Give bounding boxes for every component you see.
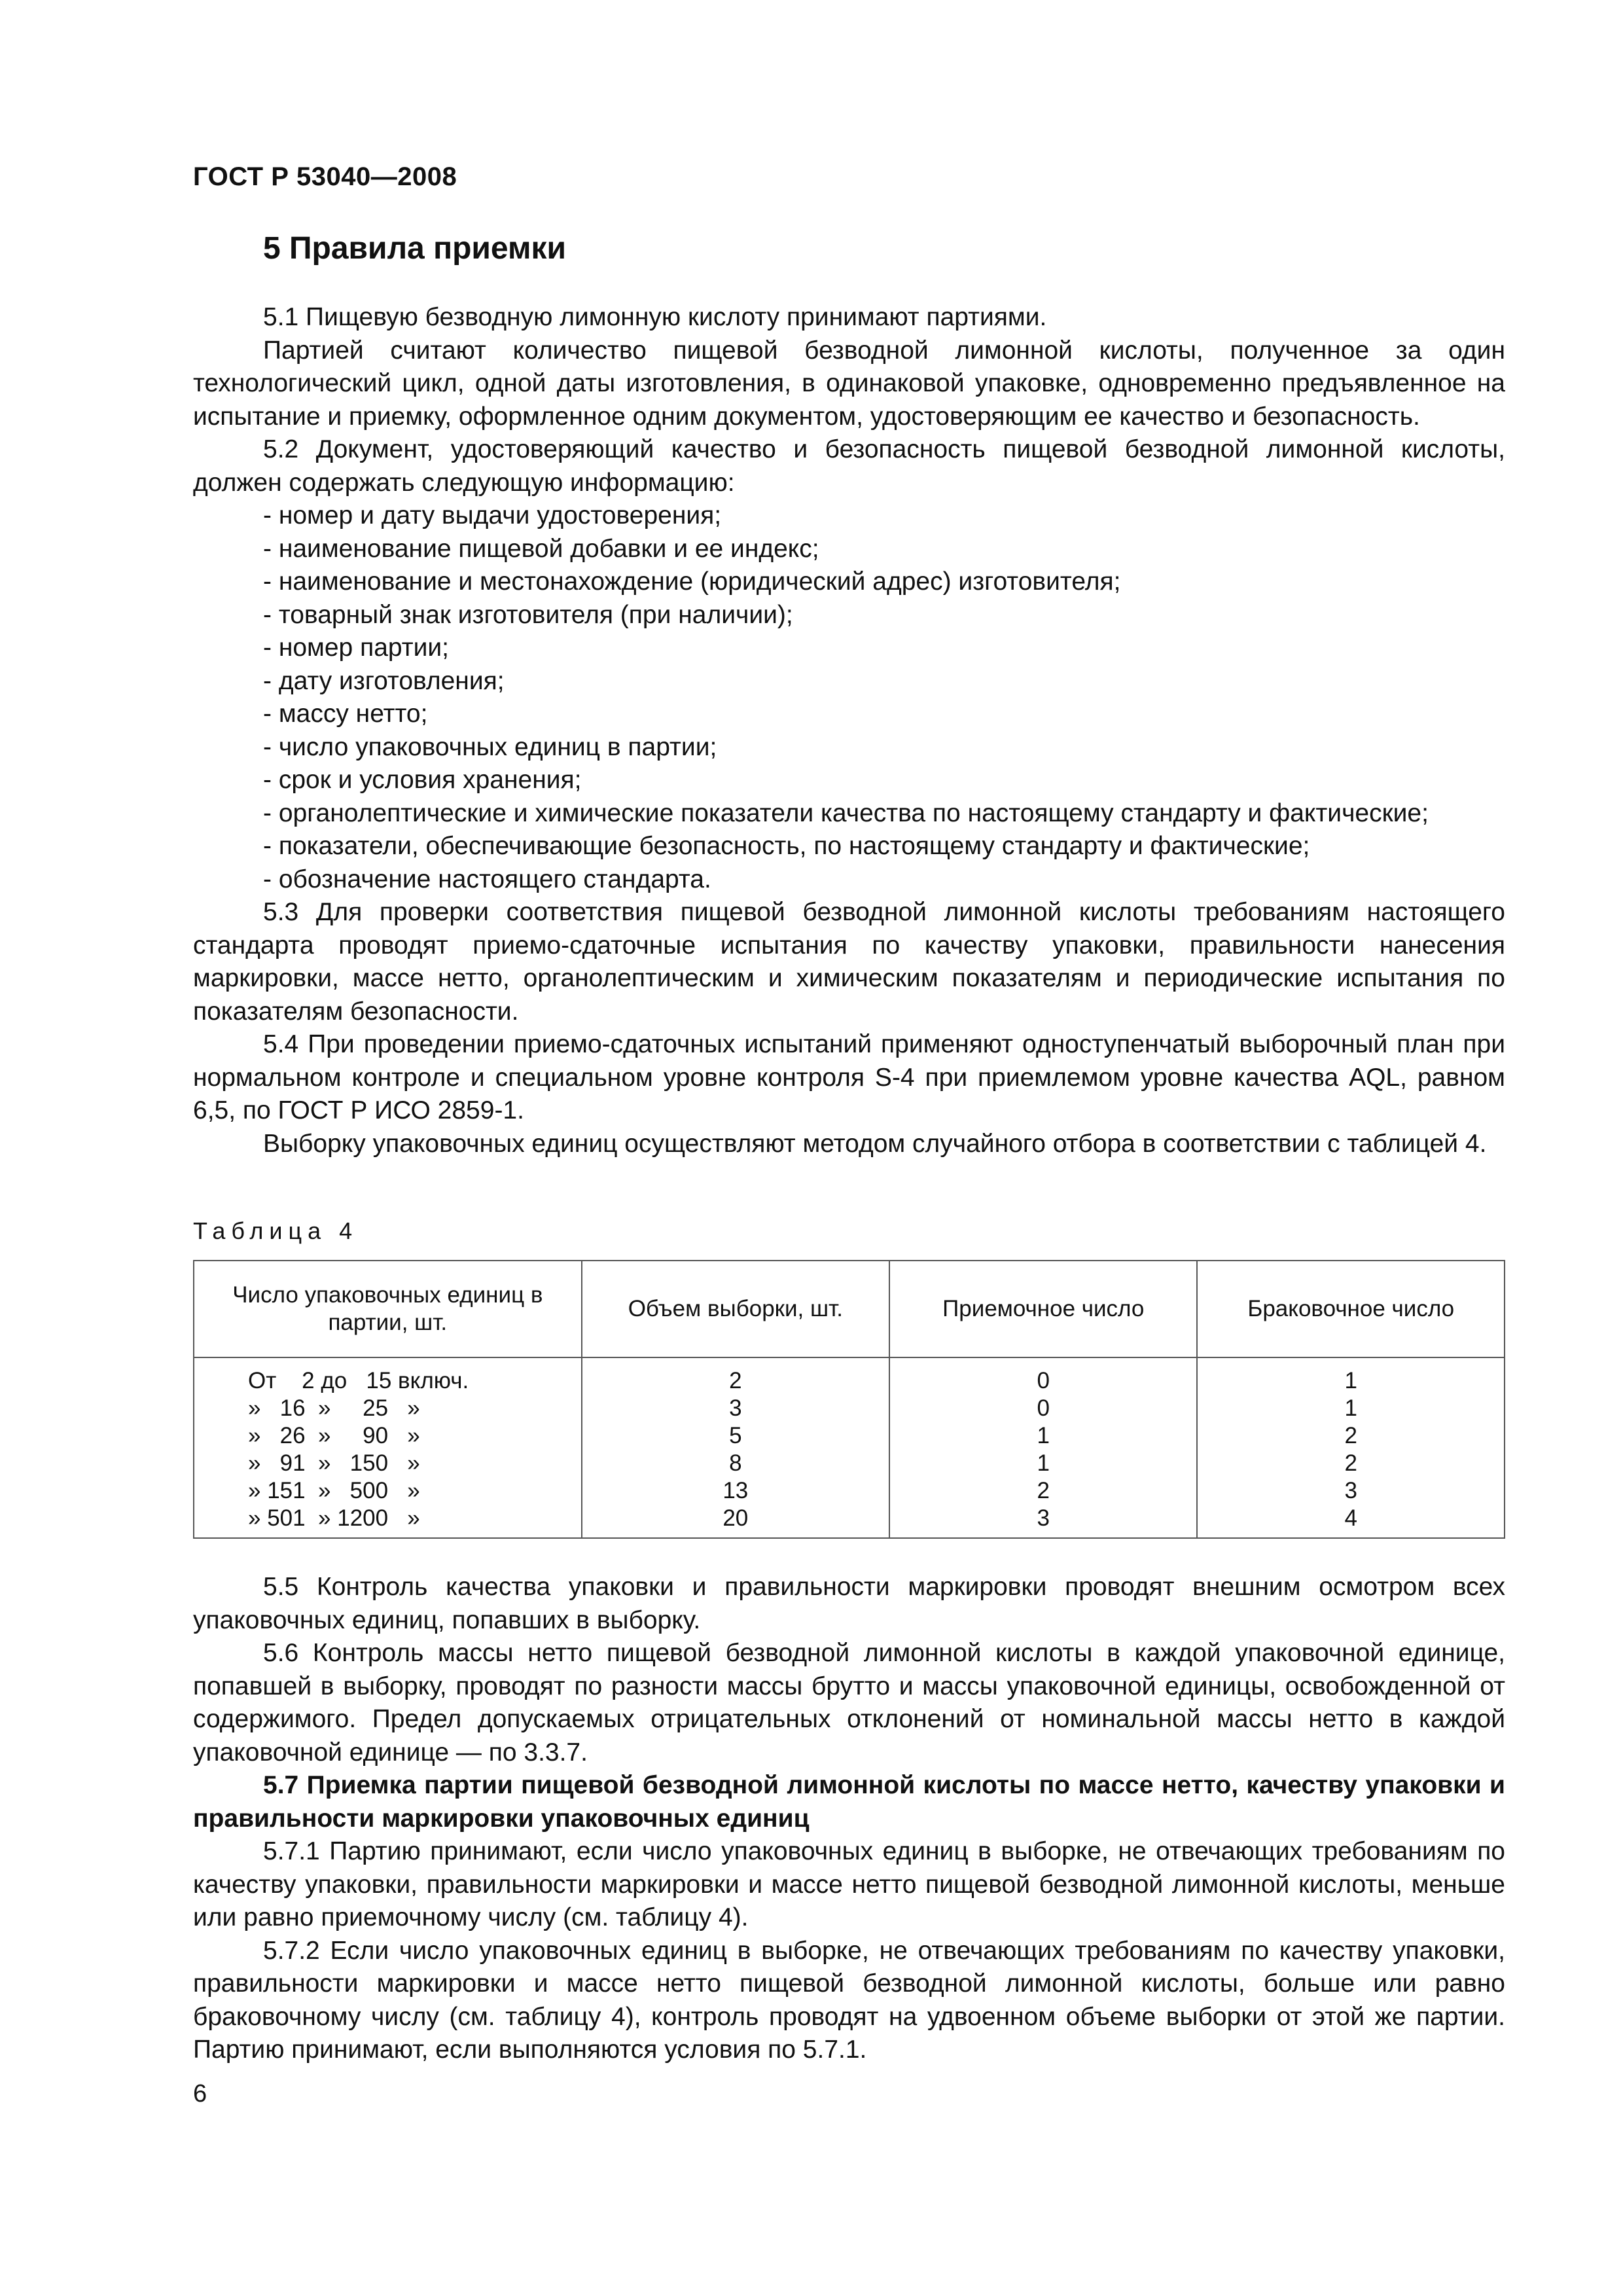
list-item: - массу нетто; — [263, 700, 428, 728]
list-item: - наименование и местонахождение (юридический адрес) изготовителя; — [263, 567, 1121, 596]
cell-sample-size: 5 — [582, 1422, 889, 1450]
cell-acceptance: 0 — [889, 1357, 1197, 1395]
cell-lot-size: » 151 » 500 » — [194, 1477, 582, 1505]
paragraph-5-1: 5.1 Пищевую безводную лимонную кислоту принимают партиями. — [263, 303, 1047, 331]
cell-rejection: 2 — [1197, 1422, 1505, 1450]
table-caption: Таблица 4 — [193, 1217, 359, 1244]
paragraph-5-7-2: 5.7.2 Если число упаковочных единиц в выборке, не отвечающих требованиям по качеству упаковки, правильности маркировки и массе нетто пищевой безводной лимонной кислоты, больше или равно браковочному числу (см. таблицу 4), контроль проводят на удвоенном объеме выборки от этой же партии. Партию принимают, если выполняются условия по 5.7.1. — [193, 1936, 1505, 2064]
header-acceptance-number: Приемочное число — [889, 1261, 1197, 1357]
list-item: - показатели, обеспечивающие безопасность, по настоящему стандарту и фактические; — [263, 832, 1310, 860]
required-info-list — [193, 499, 1505, 896]
cell-lot-size: От 2 до 15 включ. — [194, 1357, 582, 1395]
body-text-lower — [193, 1571, 1505, 2067]
header-sample-size: Объем выборки, шт. — [582, 1261, 889, 1357]
paragraph-sampling: Выборку упаковочных единиц осуществляют методом случайного отбора в соответствии с таблицей 4. — [263, 1129, 1487, 1158]
table-row — [194, 1477, 1505, 1505]
list-item: - число упаковочных единиц в партии; — [263, 732, 717, 761]
section-title: 5 Правила приемки — [263, 231, 567, 266]
cell-lot-size: » 26 » 90 » — [194, 1422, 582, 1450]
cell-sample-size: 13 — [582, 1477, 889, 1505]
list-item: - дату изготовления; — [263, 666, 505, 695]
table-header-row — [194, 1261, 1505, 1357]
paragraph-5-7-1: 5.7.1 Партию принимают, если число упаковочных единиц в выборке, не отвечающих требованиям по качеству упаковки, правильности маркировки и массе нетто пищевой безводной лимонной кислоты, меньше или равно приемочному числу (см. таблицу 4). — [193, 1837, 1505, 1931]
paragraph-5-2: 5.2 Документ, удостоверяющий качество и безопасность пищевой безводной лимонной кислоты, должен содержать следующую информацию: — [193, 435, 1505, 497]
list-item: - обозначение настоящего стандарта. — [263, 865, 711, 893]
cell-rejection: 1 — [1197, 1395, 1505, 1422]
cell-acceptance: 2 — [889, 1477, 1197, 1505]
cell-lot-size: » 16 » 25 » — [194, 1395, 582, 1422]
table-row — [194, 1422, 1505, 1450]
cell-acceptance: 1 — [889, 1450, 1197, 1477]
paragraph-5-6: 5.6 Контроль массы нетто пищевой безводной лимонной кислоты в каждой упаковочной единице, попавшей в выборку, проводят по разности массы брутто и массы упаковочной единицы, освобожденной от содержимого. Предел допускаемых отрицательных отклонений от номинальной массы нетто в каждой упаковочной единице — по 3.3.7. — [193, 1639, 1505, 1767]
paragraph-5-5: 5.5 Контроль качества упаковки и правильности маркировки проводят внешним осмотром всех упаковочных единиц, попавших в выборку. — [193, 1573, 1505, 1634]
page-number: 6 — [193, 2080, 207, 2108]
header-lot-size: Число упаковочных единиц в партии, шт. — [194, 1261, 582, 1357]
list-item: - наименование пищевой добавки и ее индекс; — [263, 534, 819, 563]
table-row — [194, 1395, 1505, 1422]
document-code: ГОСТ Р 53040—2008 — [193, 162, 457, 191]
cell-lot-size: » 501 » 1200 » — [194, 1505, 582, 1538]
cell-rejection: 1 — [1197, 1357, 1505, 1395]
table-row — [194, 1450, 1505, 1477]
table-row — [194, 1357, 1505, 1395]
list-item: - номер партии; — [263, 634, 449, 662]
cell-rejection: 4 — [1197, 1505, 1505, 1538]
body-text-upper — [193, 301, 1505, 1160]
list-item: - товарный знак изготовителя (при наличии); — [263, 600, 793, 629]
heading-5-7: 5.7 Приемка партии пищевой безводной лимонной кислоты по массе нетто, качеству упаковки и правильности маркировки упаковочных единиц — [193, 1771, 1505, 1833]
paragraph-5-3: 5.3 Для проверки соответствия пищевой безводной лимонной кислоты требованиям настоящего стандарта проводят приемо-сдаточные испытания по качеству упаковки, правильности нанесения маркировки, массе нетто, органолептическим и химическим показателям и периодические испытания по показателям безопасности. — [193, 898, 1505, 1026]
list-item: - срок и условия хранения; — [263, 766, 582, 794]
cell-rejection: 2 — [1197, 1450, 1505, 1477]
table-row — [194, 1505, 1505, 1538]
cell-acceptance: 3 — [889, 1505, 1197, 1538]
paragraph-batch-definition: Партией считают количество пищевой безводной лимонной кислоты, полученное за один технологический цикл, одной даты изготовления, в одинаковой упаковке, одновременно предъявленное на испытание и приемку, оформленное одним документом, удостоверяющим ее качество и безопасность. — [193, 336, 1505, 431]
cell-acceptance: 0 — [889, 1395, 1197, 1422]
header-rejection-number: Браковочное число — [1197, 1261, 1505, 1357]
cell-sample-size: 20 — [582, 1505, 889, 1538]
cell-sample-size: 3 — [582, 1395, 889, 1422]
cell-rejection: 3 — [1197, 1477, 1505, 1505]
list-item: - органолептические и химические показатели качества по настоящему стандарту и фактические; — [263, 798, 1429, 827]
cell-acceptance: 1 — [889, 1422, 1197, 1450]
cell-sample-size: 2 — [582, 1357, 889, 1395]
cell-lot-size: » 91 » 150 » — [194, 1450, 582, 1477]
list-item: - номер и дату выдачи удостоверения; — [263, 501, 722, 529]
paragraph-5-4: 5.4 При проведении приемо-сдаточных испытаний применяют одноступенчатый выборочный план при нормальном контроле и специальном уровне контроля S-4 при приемлемом уровне качества AQL, равном 6,5, по ГОСТ Р ИСО 2859-1. — [193, 1030, 1505, 1124]
cell-sample-size: 8 — [582, 1450, 889, 1477]
sampling-table — [193, 1260, 1505, 1539]
